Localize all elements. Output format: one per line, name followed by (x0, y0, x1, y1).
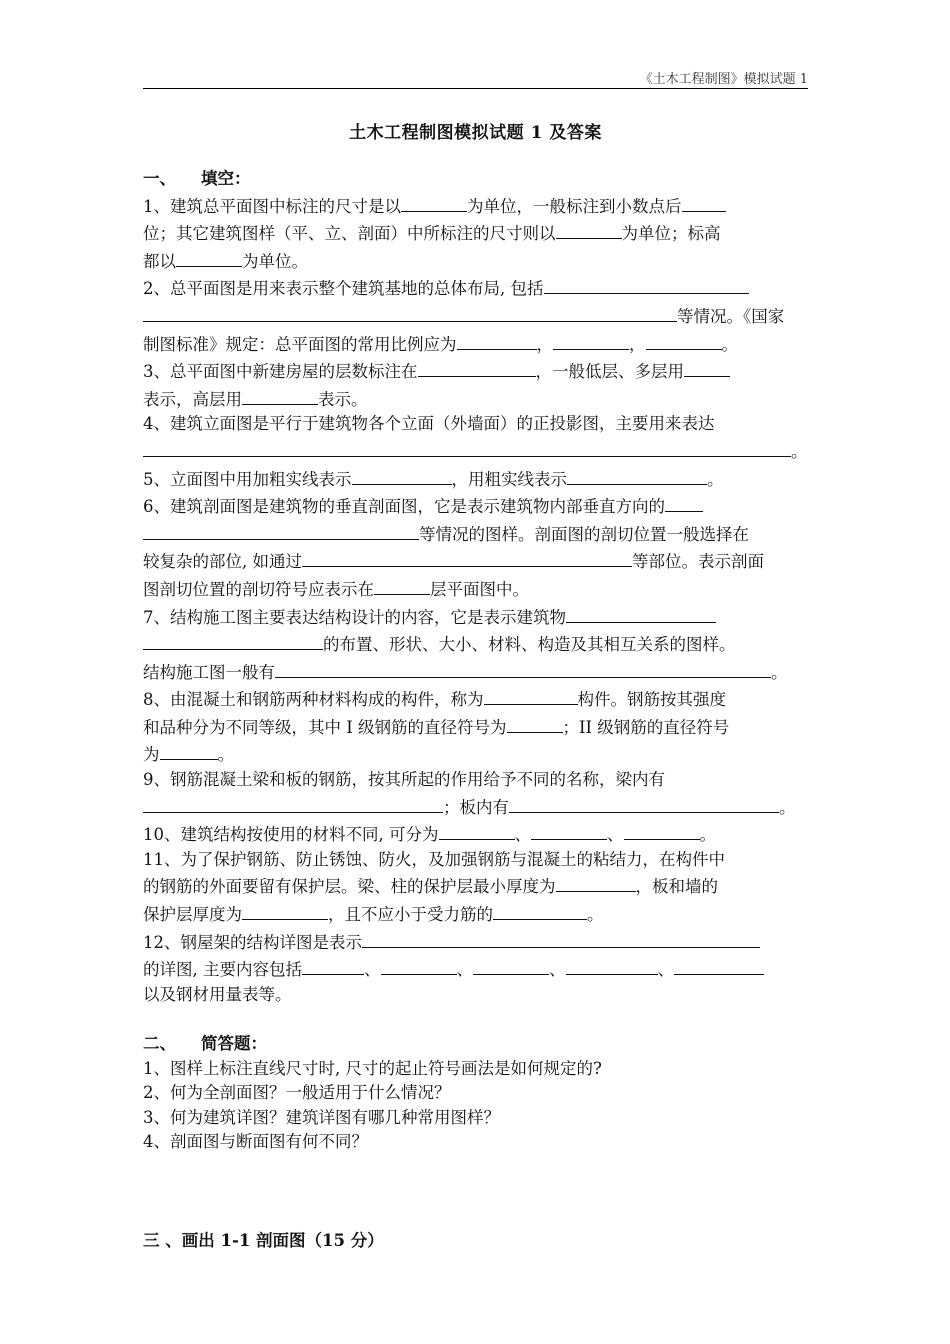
answer-blank[interactable] (674, 955, 764, 975)
answer-blank[interactable] (556, 872, 636, 892)
answer-blank[interactable] (242, 900, 328, 920)
answer-blank[interactable] (143, 302, 677, 322)
answer-blank[interactable] (553, 330, 629, 350)
question-10: 10、建筑结构按使用的材料不同, 可分为 、 、 。 (143, 820, 808, 848)
question-1-cont: 位；其它建筑图样（平、立、剖面）中所标注的尺寸则以 为单位；标高 (143, 219, 808, 247)
question-9-cont: ；板内有 。 (143, 793, 808, 821)
question-6: 6、建筑剖面图是建筑物的垂直剖面图，它是表示建筑物内部垂直方向的 (143, 492, 808, 520)
short-answer-3: 3、何为建筑详图？建筑详图有哪几种常用图样？ (143, 1107, 500, 1127)
question-12: 12、钢屋架的结构详图是表示 (143, 928, 808, 956)
answer-blank[interactable] (493, 900, 587, 920)
question-2: 2、总平面图是用来表示整个建筑基地的总体布局, 包括 (143, 274, 808, 302)
short-answer-1: 1、图样上标注直线尺寸时, 尺寸的起止符号画法是如何规定的? (143, 1058, 602, 1078)
question-7-cont: 的布置、形状、大小、材料、构造及其相互关系的图样。 (143, 630, 808, 658)
question-4-cont: 。 (143, 437, 808, 465)
short-answer-2: 2、何为全剖面图？一般适用于什么情况？ (143, 1083, 451, 1103)
question-6-cont: 等情况的图样。剖面图的剖切位置一般选择在 (143, 520, 808, 548)
running-header: 《土木工程制图》模拟试题 1 (639, 72, 808, 87)
answer-blank[interactable] (507, 713, 563, 733)
header-rule (143, 88, 808, 89)
answer-blank[interactable] (362, 928, 760, 948)
answer-blank[interactable] (682, 192, 726, 212)
question-4: 4、建筑立面图是平行于建筑物各个立面（外墙面）的正投影图，主要用来表达 (143, 414, 715, 434)
question-7: 7、结构施工图主要表达结构设计的内容，它是表示建筑物 (143, 603, 808, 631)
answer-blank[interactable] (544, 274, 749, 294)
answer-blank[interactable] (374, 575, 430, 595)
answer-blank[interactable] (457, 330, 537, 350)
answer-blank[interactable] (567, 465, 707, 485)
answer-blank[interactable] (275, 658, 771, 678)
question-11: 11、为了保护钢筋、防止锈蚀、防火，及加强钢筋与混凝土的粘结力，在构件中 (143, 849, 725, 869)
answer-blank[interactable] (302, 955, 364, 975)
answer-blank[interactable] (556, 219, 622, 239)
question-12-cont: 以及钢材用量表等。 (143, 984, 292, 1004)
document-title: 土木工程制图模拟试题 1 及答案 (349, 123, 602, 143)
answer-blank[interactable] (484, 685, 578, 705)
answer-blank[interactable] (418, 357, 536, 377)
question-6-cont: 图剖切位置的剖切符号应表示在 层平面图中。 (143, 575, 808, 603)
answer-blank[interactable] (566, 955, 658, 975)
question-8: 8、由混凝土和钢筋两种材料构成的构件，称为 构件。钢筋按其强度 (143, 685, 808, 713)
answer-blank[interactable] (143, 520, 419, 540)
answer-blank[interactable] (352, 465, 452, 485)
answer-blank[interactable] (665, 492, 703, 512)
question-3-cont: 表示，高层用 表示。 (143, 385, 808, 413)
answer-blank[interactable] (684, 357, 730, 377)
answer-blank[interactable] (531, 820, 607, 840)
question-2-cont: 等情况。《国家 (143, 302, 808, 330)
answer-blank[interactable] (242, 385, 318, 405)
answer-blank[interactable] (143, 437, 791, 457)
question-7-cont: 结构施工图一般有 。 (143, 658, 808, 686)
question-6-cont: 较复杂的部位, 如通过 等部位。表示剖面 (143, 547, 808, 575)
answer-blank[interactable] (646, 330, 722, 350)
question-1-cont: 都以 为单位。 (143, 247, 808, 275)
question-8-cont: 为 。 (143, 740, 808, 768)
question-8-cont: 和品种分为不同等级，其中 I 级钢筋的直径符号为 ；II 级钢筋的直径符号 (143, 713, 808, 741)
question-9: 9、钢筋混凝土梁和板的钢筋，按其所起的作用给予不同的名称，梁内有 (143, 770, 665, 790)
answer-blank[interactable] (160, 740, 218, 760)
answer-blank[interactable] (302, 547, 632, 567)
answer-blank[interactable] (624, 820, 700, 840)
short-answer-4: 4、剖面图与断面图有何不同？ (143, 1132, 368, 1152)
question-3: 3、总平面图中新建房屋的层数标注在 ，一般低层、多层用 (143, 357, 808, 385)
answer-blank[interactable] (473, 955, 549, 975)
answer-blank[interactable] (439, 820, 515, 840)
answer-blank[interactable] (401, 192, 467, 212)
question-11-cont: 的钢筋的外面要留有保护层。梁、柱的保护层最小厚度为 ，板和墙的 (143, 872, 808, 900)
section-heading-drawing: 三 、画出 1-1 剖面图（15 分） (143, 1230, 384, 1250)
answer-blank[interactable] (143, 793, 443, 813)
question-11-cont: 保护层厚度为 ，且不应小于受力筋的 。 (143, 900, 808, 928)
answer-blank[interactable] (381, 955, 457, 975)
section-heading-fill-in: 一、 填空： (143, 169, 251, 188)
section-heading-short-answer: 二、 简答题： (143, 1034, 267, 1053)
exam-body (143, 167, 808, 1254)
answer-blank[interactable] (143, 630, 323, 650)
question-2-cont: 制图标准》规定：总平面图的常用比例应为 ， ， 。 (143, 330, 808, 358)
question-12-cont: 的详图, 主要内容包括 、 、 、 、 (143, 955, 808, 983)
answer-blank[interactable] (176, 247, 242, 267)
question-5: 5、立面图中用加粗实线表示 ，用粗实线表示 。 (143, 465, 808, 493)
answer-blank[interactable] (509, 793, 779, 813)
question-1: 1、建筑总平面图中标注的尺寸是以 为单位，一般标注到小数点后 (143, 192, 808, 220)
answer-blank[interactable] (566, 603, 716, 623)
